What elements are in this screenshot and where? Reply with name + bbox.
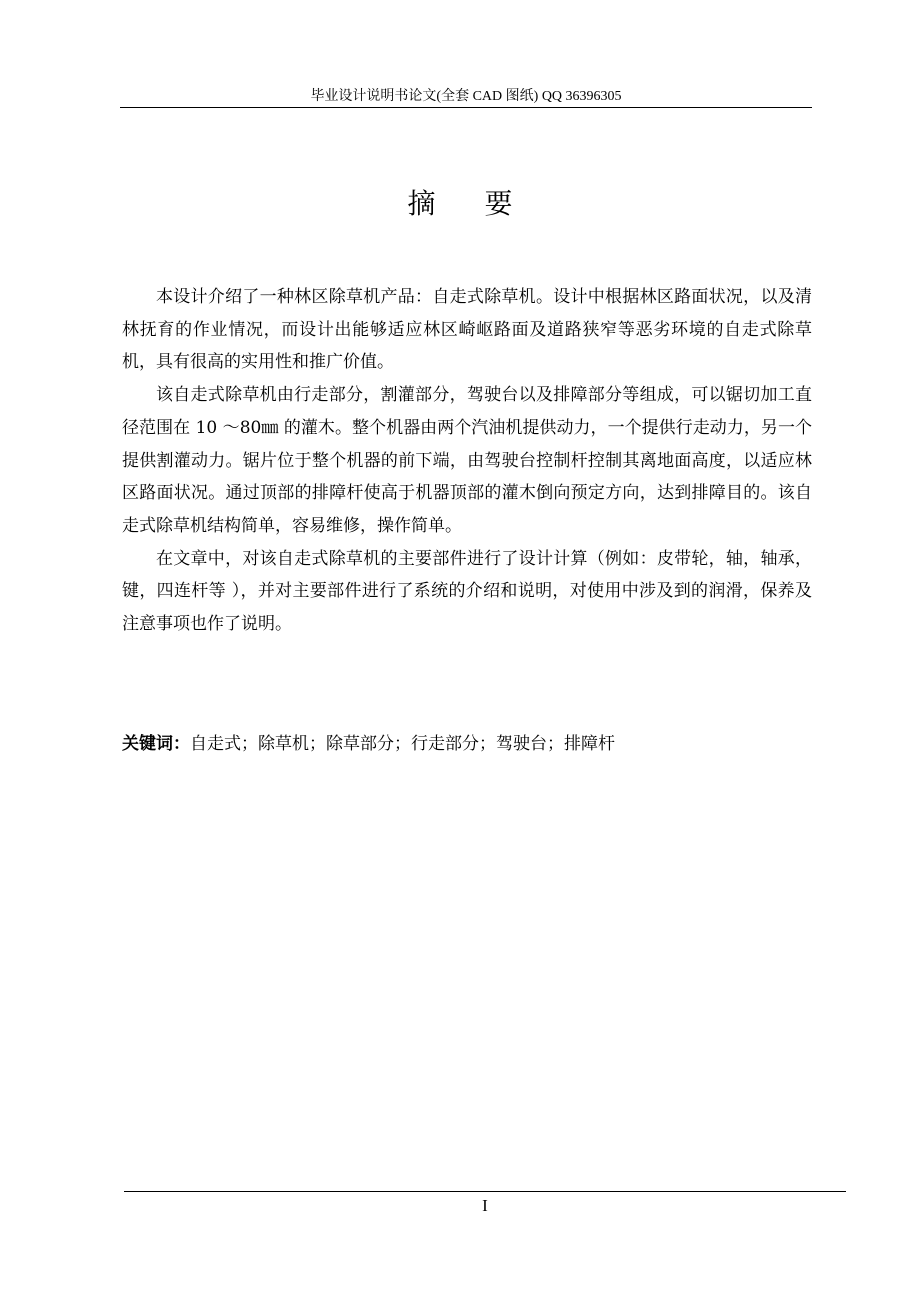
- abstract-title: 摘 要: [407, 187, 533, 220]
- keywords-label: 关键词：: [122, 734, 190, 754]
- keywords-line: [122, 730, 615, 758]
- keywords-value: 自走式；除草机；除草部分；行走部分；驾驶台；排障杆: [190, 734, 615, 754]
- page-header: 毕业设计说明书论文(全套 CAD 图纸) QQ 36396305: [310, 89, 622, 104]
- footer-divider: [124, 1191, 846, 1192]
- abstract-paragraph-2: 该自走式除草机由行走部分，割灌部分，驾驶台以及排障部分等组成，可以锯切加工直径范围在 10 ～80㎜ 的灌木。整个机器由两个汽油机提供动力，一个提供行走动力，另一个提供割灌动力。锯片位于整个机器的前下端，由驾驶台控制杆控制其离地面高度，以适应林区路面状况。通过顶部的排障杆使高于机器顶部的灌木倒向预定方向，达到排障目的。该自走式除草机结构简单，容易维修，操作简单。: [122, 385, 812, 536]
- header-divider: [120, 107, 812, 108]
- abstract-paragraph-1: 本设计介绍了一种林区除草机产品：自走式除草机。设计中根据林区路面状况，以及清林抚育的作业情况，而设计出能够适应林区崎岖路面及道路狭窄等恶劣环境的自走式除草机，具有很高的实用性和推广价值。: [122, 287, 812, 373]
- abstract-body: [122, 281, 812, 641]
- page-number: I: [482, 1196, 488, 1215]
- abstract-paragraph-3: 在文章中，对该自走式除草机的主要部件进行了设计计算（例如：皮带轮，轴，轴承，键，四连杆等 ），并对主要部件进行了系统的介绍和说明，对使用中涉及到的润滑，保养及注意事项也作了说明。: [122, 548, 812, 635]
